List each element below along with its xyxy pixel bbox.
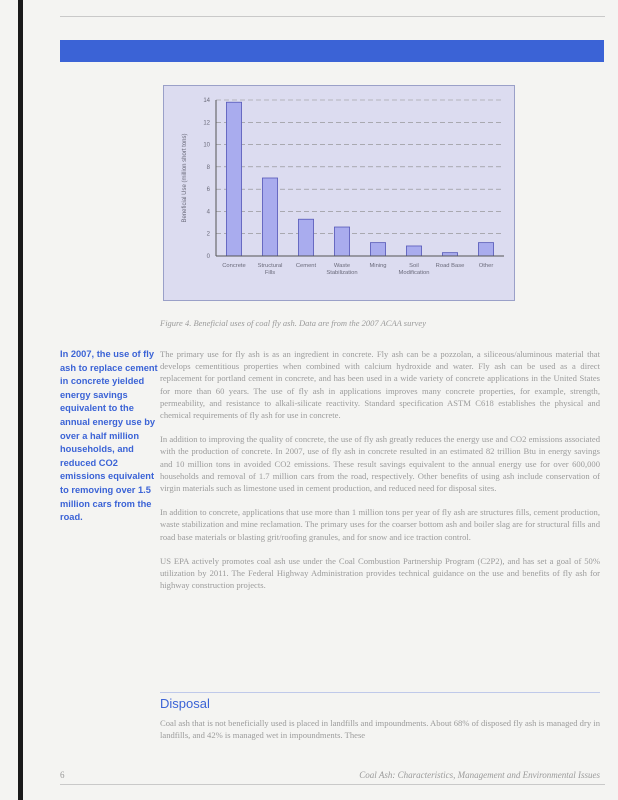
beneficial-use-chart — [163, 85, 515, 301]
y-tick-label: 8 — [206, 164, 210, 171]
y-axis-label: Beneficial Use (million short tons) — [182, 133, 188, 223]
chart-grid — [216, 100, 504, 234]
category-label: Other — [478, 263, 494, 269]
footer-rule — [60, 784, 605, 785]
y-tick-label: 6 — [206, 187, 210, 194]
bar — [478, 243, 493, 256]
y-tick-label: 4 — [206, 209, 210, 216]
category-label: Structural Fills — [257, 263, 283, 276]
y-tick-label: 14 — [203, 98, 210, 104]
bar — [370, 243, 385, 256]
body-paragraph: The primary use for fly ash is as an ingredient in concrete. Fly ash can be a pozzolan, a siliceous/aluminous material that develops cementitious properties when combined with calcium hydroxide and water. Fly ash can be used as a direct replacement for portland cement in concrete, and has been used in a wide variety of concrete applications in the United States for more than 60 years. The use of fly ash in applications improves many concrete properties, for example, strength, permeability, and resistance to alkali-silicate reactivity. Standard specification ASTM C618 establishes the physical and chemical requirements of fly ash for use in concrete. — [160, 349, 600, 421]
body-paragraph: In addition to concrete, applications that use more than 1 million tons per year of fly ash are structures fills, cement production, waste stabilization and mine reclamation. The primary uses for the coarser bottom ash and boiler slag are for structural fills and road base materials or blasting grit/roofing granules, and for snow and ice traction control. — [160, 507, 600, 542]
footer-title: Coal Ash: Characteristics, Management and Environmental Issues — [359, 770, 600, 780]
bar — [226, 102, 241, 256]
pull-quote: In 2007, the use of fly ash to replace cement in concrete yielded energy savings equivalent to the annual energy use by over a half million households, and reduced CO2 emissions equivalent to removing over 1.5 million cars from the road. — [60, 349, 158, 523]
bar — [262, 178, 277, 256]
header-band — [60, 40, 604, 62]
y-ticks — [203, 98, 210, 260]
y-tick-label: 10 — [203, 142, 210, 149]
category-label: Soil Modification — [398, 263, 430, 276]
section-heading: Disposal — [160, 696, 210, 711]
bar — [442, 253, 457, 256]
chart-bars — [226, 102, 493, 256]
category-label: Road Base — [435, 263, 465, 269]
bar — [406, 246, 421, 256]
chart-svg — [164, 86, 514, 300]
figure-caption: Figure 4. Beneficial uses of coal fly ash. Data are from the 2007 ACAA survey — [160, 318, 426, 328]
category-label: Concrete — [222, 263, 246, 269]
bar — [334, 227, 349, 256]
category-label: Cement — [295, 263, 317, 269]
category-label: Waste Stabilization — [326, 263, 358, 276]
disposal-paragraph: Coal ash that is not beneficially used is placed in landfills and impoundments. About 68% of disposed fly ash is managed dry in landfills, and 42% is managed wet in impoundments. These — [160, 718, 600, 741]
y-tick-label: 2 — [206, 231, 210, 238]
body-paragraph: US EPA actively promotes coal ash use under the Coal Combustion Partnership Program (C2P2), and has set a goal of 50% utilization by 2011. The Federal Highway Administration provides technical guidance on the use and benefits of fly ash for highway construction projects. — [160, 555, 600, 591]
y-tick-label: 12 — [203, 120, 210, 127]
category-label: Mining — [369, 263, 387, 269]
body-paragraph: In addition to improving the quality of concrete, the use of fly ash greatly reduces the energy use and CO2 emissions associated with the production of concrete. In 2007, use of fly ash in concrete resulted in an estimated 82 trillion Btu in energy savings and 10 million tons in avoided CO2 emissions. These result savings equivalent to the annual energy use for over 600,000 households and removal of 1.7 million cars from the road, respectively. Other benefits of using ash include conservation of virgin materials such as limestone used in cement production, and reduced need for disposal sites. — [160, 434, 600, 494]
x-categories — [222, 263, 493, 276]
y-tick-label: 0 — [206, 254, 210, 260]
section-rule — [160, 692, 600, 693]
body-text — [160, 348, 600, 603]
top-rule — [60, 16, 605, 17]
bar — [298, 219, 313, 256]
page-number: 6 — [60, 770, 65, 780]
left-margin-rule — [18, 0, 23, 800]
